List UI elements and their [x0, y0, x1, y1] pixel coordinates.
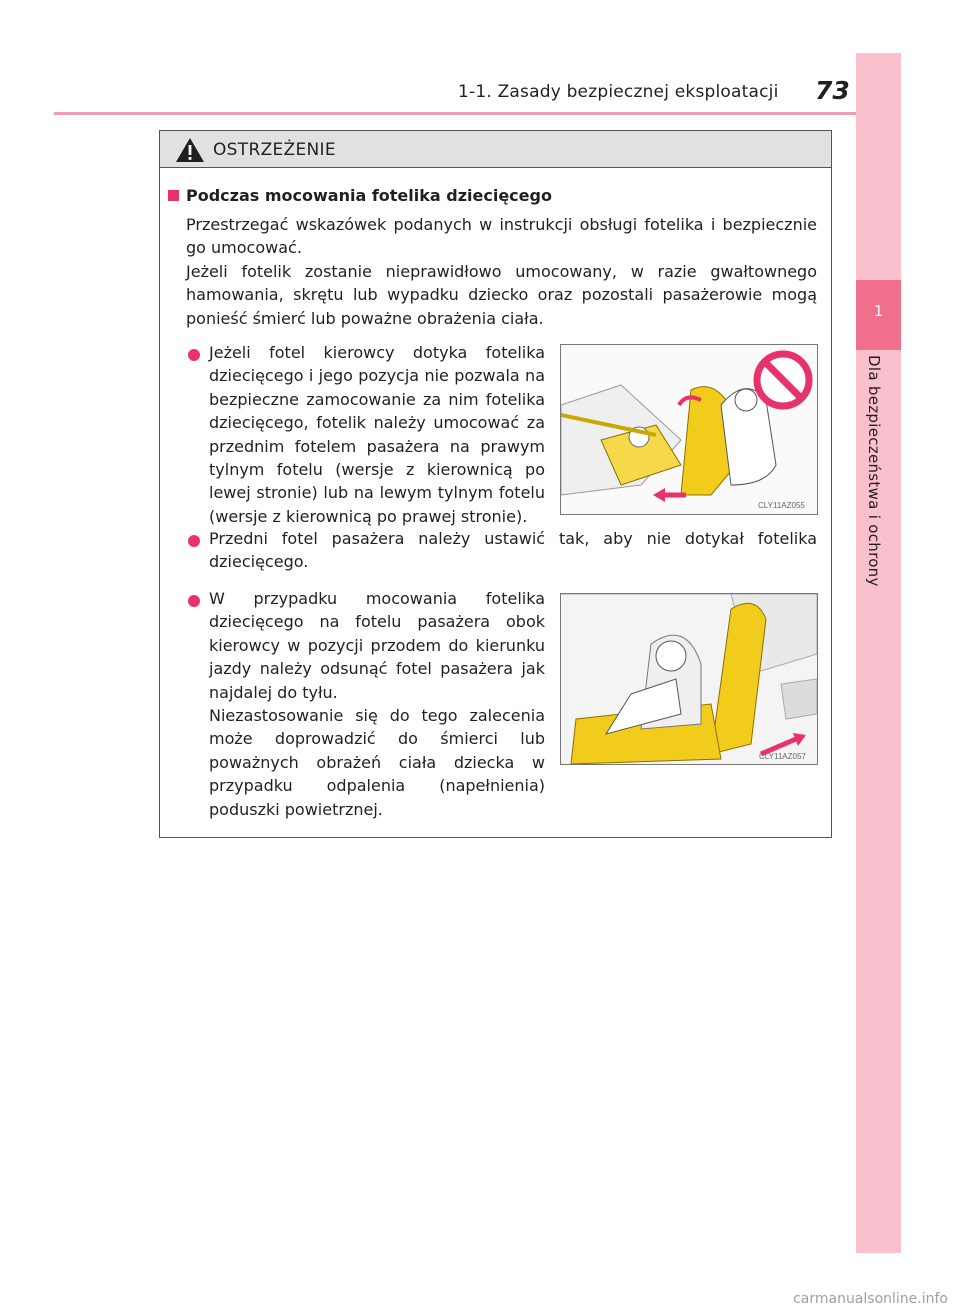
- figure-1-illustration: [561, 345, 817, 514]
- warning-heading: Podczas mocowania fotelika dziecięcego: [186, 186, 552, 205]
- warning-title: OSTRZEŻENIE: [213, 140, 336, 160]
- bullet-text-2: Przedni fotel pasażera należy ustawić tak, aby nie dotykał fotelika dziecięcego.: [209, 529, 817, 572]
- figure-2-code: CLY11AZ057: [759, 752, 806, 761]
- warning-box: [159, 130, 832, 838]
- figure-2-illustration: [561, 594, 817, 764]
- bullet-text-1: Jeżeli fotel kierowcy dotyka fotelika dziecięcego i jego pozycja nie pozwala na bezpieczne zamocowanie za nim fotelika dziecięcego, fotelik należy umocować za przednim fotelem pasażera na prawym tylnym fotelu (wersje z kierownicą po lewej stronie) lub na lewym tylnym fotelu (wersje z kierownicą po prawej stronie).: [209, 343, 545, 526]
- bullet-text-3b: Niezastosowanie się do tego zalecenia może doprowadzić do śmierci lub poważnych obrażeń ciała dziecka w przypadku odpalenia (napełnienia) poduszki powietrznej.: [209, 706, 545, 819]
- chapter-number: 1: [873, 302, 884, 320]
- bullet-icon: [188, 349, 200, 361]
- warning-paragraph-2: Jeżeli fotelik zostanie nieprawidłowo umocowany, w razie gwałtownego hamowania, skrętu lub wypadku dziecko oraz pozostali pasażerowie mogą ponieść śmierć lub poważne obrażenia ciała.: [186, 262, 817, 328]
- chapter-title: Dla bezpieczeństwa i ochrony: [865, 355, 883, 587]
- figure-1-code: CLY11AZ055: [758, 501, 805, 510]
- bullet-icon: [188, 595, 200, 607]
- heading-square-icon: [168, 190, 179, 201]
- warning-paragraph-1: Przestrzegać wskazówek podanych w instrukcji obsługi fotelika i bezpiecznie go umocować.: [186, 215, 817, 258]
- header-rule: [54, 112, 900, 115]
- warning-triangle-icon: [175, 137, 205, 163]
- chapter-side-tab: [856, 53, 901, 1253]
- page-number: 73: [815, 76, 850, 105]
- bullet-text-3a: W przypadku mocowania fotelika dziecięcego na fotelu pasażera obok kierowcy w pozycji przodem do kierunku jazdy należy odsunąć fotel pasażera jak najdalej do tyłu.: [209, 589, 545, 702]
- figure-2-front-passenger-seat: [560, 593, 818, 765]
- section-title: 1-1. Zasady bezpiecznej eksploatacji: [458, 82, 779, 102]
- bullet-icon: [188, 535, 200, 547]
- warning-header: [160, 131, 831, 168]
- figure-1-rear-child-seat: [560, 344, 818, 515]
- footer-watermark: carmanualsonline.info: [793, 1291, 948, 1307]
